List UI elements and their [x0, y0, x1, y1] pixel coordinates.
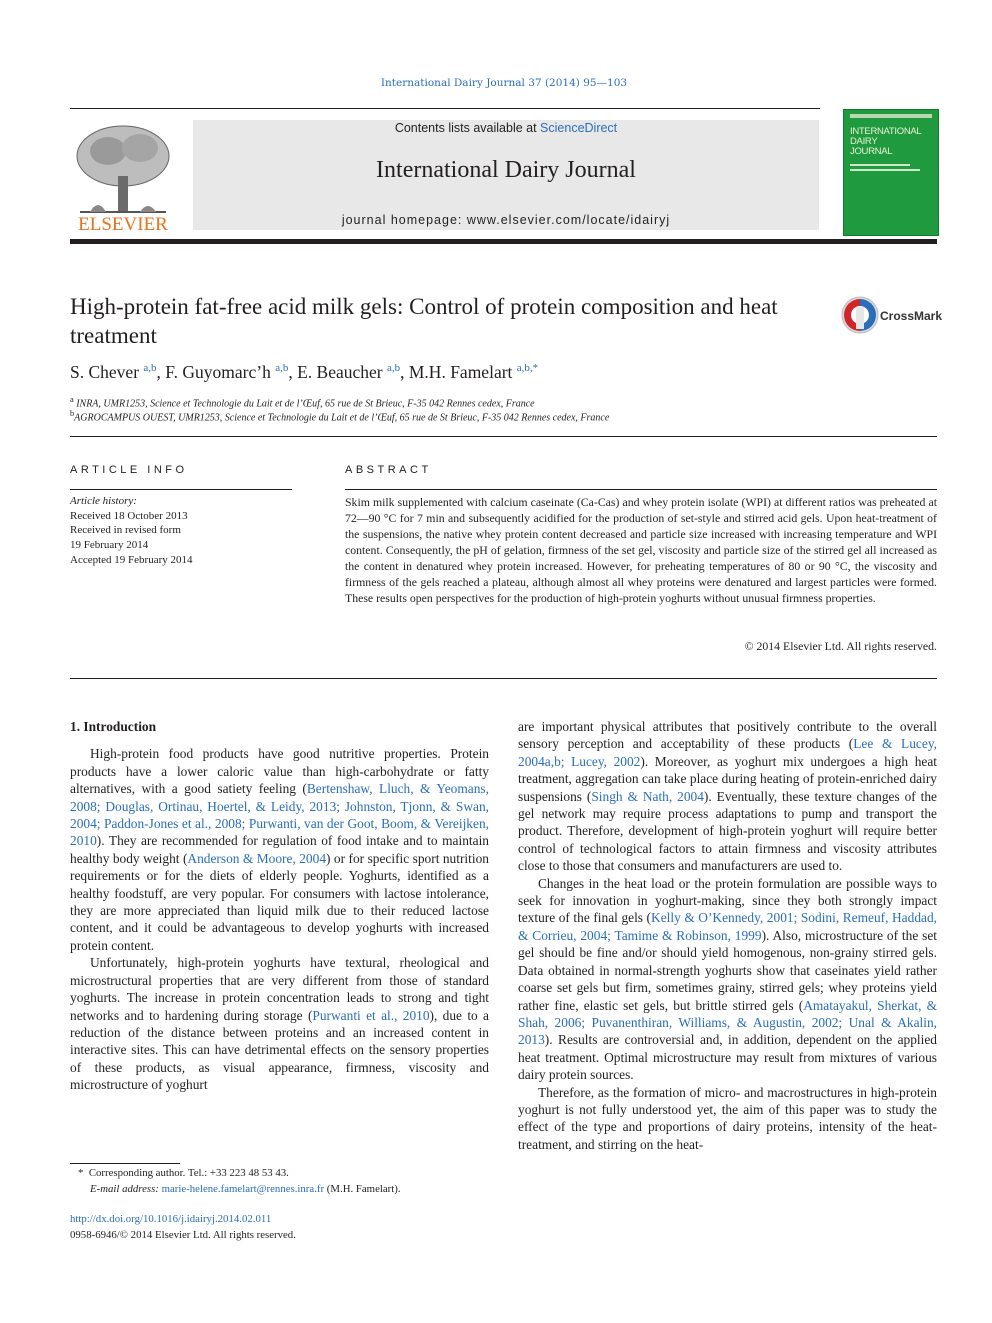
journal-reference[interactable]: International Dairy Journal 37 (2014) 95—103: [380, 77, 628, 89]
history-line: Accepted 19 February 2014: [70, 553, 193, 566]
citation-link[interactable]: Bertenshaw, Lluch, & Yeomans, 2008; Douglas, Ortinau, Hoertel, & Leidy, 2013; Johnston, Tjonn, & Swan, 2004; Paddon-Jones et al., 2008; Purwanti, van der Goot, Boom, & Vereijken, 2010: [70, 781, 489, 849]
text-run: ). Results are controversial and, in addition, dependent on the applied heat treatment. Optimal microstructure may result from mixtures of various dairy protein sources.: [518, 1032, 937, 1083]
paragraph: [518, 1084, 937, 1154]
paragraph: [70, 954, 489, 1093]
abstract-copyright: © 2014 Elsevier Ltd. All rights reserved.: [744, 639, 937, 653]
crossmark-label[interactable]: CrossMark: [880, 309, 943, 323]
text-run: are important physical attributes that positively contribute to the overall sensory perception and acceptability of these products (: [518, 719, 937, 752]
contents-line: [193, 121, 819, 135]
sciencedirect-link[interactable]: ScienceDirect: [540, 121, 618, 135]
paragraph: [70, 745, 489, 954]
paragraph: [518, 875, 937, 1084]
homepage-line: [193, 213, 819, 227]
journal-cover[interactable]: [843, 109, 939, 236]
header-thick-rule: [70, 239, 937, 244]
text-run: Changes in the heat load or the protein formulation are possible ways to seek for innovation in yoghurt-making, since they both strongly impact texture of the final gels (: [518, 875, 937, 926]
text-run: ). They are recommended for regulation of food intake and to maintain healthy body weight (: [70, 833, 489, 866]
footnote-rule: [70, 1163, 180, 1164]
author-name: E. Beaucher: [297, 362, 383, 382]
homepage-prefix: journal homepage:: [341, 213, 467, 227]
article-title: High-protein fat-free acid milk gels: Control of protein composition and heat treatment: [70, 294, 778, 348]
text-run: ). Eventually, these texture changes of the gel network may require process adaptations to pump and transport the product. Therefore, development of high-protein yoghurt will require better control of technological factors to attain firmness and viscosity attributes close to those that consumers and manufacturers are used to.: [518, 788, 937, 874]
affil-text: AGROCAMPUS OUEST, UMR1253, Science et Technologie du Lait et de l’Œuf, 65 rue de St Brieuc, F-35 042 Rennes cedex, France: [74, 412, 610, 424]
divider: [345, 489, 937, 490]
elsevier-logo[interactable]: [70, 116, 176, 236]
citation-link[interactable]: Anderson & Moore, 2004: [187, 850, 327, 866]
author-affil-sup[interactable]: a,b: [143, 362, 157, 375]
citation-link[interactable]: Lee & Lucey, 2004a,b; Lucey, 2002: [518, 736, 937, 769]
email-label: E-mail address:: [90, 1182, 159, 1195]
citation-link[interactable]: Purwanti et al., 2010: [312, 1007, 430, 1023]
citation-link[interactable]: Kelly & O’Kennedy, 2001; Sodini, Remeuf, Haddad, & Corrieu, 2004; Tamime & Robinson, 1999: [518, 910, 938, 943]
author-list: S. Chever $^{a,b}$, F. Guyomarc’h $^{a,b}$, E. Beaucher $^{a,b}$, M.H. Famelart $^{a,b,*}$: [70, 362, 539, 382]
text-run: Therefore, as the formation of micro- and macrostructures in high-protein yoghurt is not fully understood yet, the aim of this paper was to study the effect of the type and proportions of dairy proteins, intensity of the heat-treatment, and stirring on the heat-: [518, 1084, 937, 1152]
text-run: ). Also, microstructure of the set gel should be fine and/or should yield homogenous, non-grainy stirred gels. Data obtained in normal-strength yoghurts show that caseinates yield rather coarse set gels but firm, sometimes grainy, stirred gels; whey proteins yield rather fine, elastic set gels, but brittle stirred gels (: [518, 927, 937, 1013]
citation-link[interactable]: Amatayakul, Sherkat, & Shah, 2006; Puvanenthiran, Williams, & Augustin, 2002; Unal & Akalin, 2013: [518, 997, 937, 1048]
homepage-url[interactable]: www.elsevier.com/locate/idairyj: [466, 213, 671, 227]
article-info-heading: ARTICLE INFO: [70, 464, 188, 476]
cover-title-line: JOURNAL: [850, 146, 893, 157]
affiliation-b: [70, 409, 609, 423]
cover-title-line: DAIRY: [850, 136, 878, 147]
author-name: S. Chever: [70, 362, 140, 382]
author-name: M.H. Famelart: [408, 362, 513, 382]
divider: [70, 489, 292, 490]
section-heading: 1. Introduction: [70, 719, 157, 734]
history-line: Received 18 October 2013: [70, 509, 188, 522]
corresponding-text: Corresponding author. Tel.: +33 223 48 53 43.: [88, 1167, 289, 1179]
author-name: F. Guyomarc’h: [165, 362, 271, 382]
author-affil-sup[interactable]: a,b: [275, 362, 289, 375]
text-run: Unfortunately, high-protein yoghurts have textural, rheological and microstructural properties that are very different from those of standard yoghurts. The increase in protein concentration leads to strong and tight networks and to hardening during storage (: [70, 955, 489, 1023]
history-line: Received in revised form: [70, 524, 181, 537]
text-run: ) or for specific sport nutrition requirements or for the diets of elderly people. Yoghurts, identified as a healthy foodstuff, are very popular. For consumers with lactose intolerance, they are more appreciated than liquid milk due to their reduced lactose content, and it could be advantageous to develop yoghurts with increased protein content.: [70, 850, 489, 953]
divider: [70, 678, 937, 679]
article-history: [70, 494, 193, 568]
issn-line: 0958-6946/© 2014 Elsevier Ltd. All rights reserved.: [70, 1228, 296, 1241]
crossmark-icon[interactable]: [840, 295, 880, 335]
body-column-right: [518, 718, 937, 1153]
citation-link[interactable]: Singh & Nath, 2004: [591, 788, 704, 804]
contents-prefix: Contents lists available at: [394, 121, 541, 135]
doi-link[interactable]: http://dx.doi.org/10.1016/j.idairyj.2014.02.011: [70, 1213, 272, 1225]
body-column-left: [70, 718, 489, 1094]
cover-decoration: [850, 162, 930, 178]
corresponding-author: [70, 1166, 490, 1182]
header-rule: [70, 108, 820, 109]
doi-block: [70, 1212, 296, 1243]
text-run: High-protein food products have good nutritive properties. Protein products have a lower caloric value than high-carbohydrate or fatty alternatives, with a good satiety feeling (: [70, 746, 489, 797]
divider: [70, 436, 937, 437]
author-affil-sup[interactable]: a,b: [386, 362, 401, 375]
cover-title: [850, 127, 921, 157]
affil-marker: a: [70, 395, 74, 404]
email-suffix: (M.H. Famelart).: [326, 1182, 401, 1195]
affiliation-a: [70, 395, 535, 409]
text-run: ). Moreover, as yoghurt mix undergoes a high heat treatment, aggregation can take place during heating of protein-enriched dairy suspensions (: [518, 753, 937, 804]
author-affil-sup[interactable]: a,b,*: [516, 362, 539, 375]
email-line: [70, 1182, 490, 1198]
cover-top-strip: [850, 114, 932, 118]
elsevier-wordmark: ELSEVIER: [78, 214, 168, 235]
abstract-heading: ABSTRACT: [345, 464, 432, 476]
text-run: ), due to a reduction of the distance between proteins and an increased content in interactive sites. This can have detrimental effects on the sensory properties of these products, as visual appearance, firmness, viscosity and microstructure of yoghurt: [70, 1007, 489, 1093]
footnote: [70, 1166, 490, 1197]
abstract-text: Skim milk supplemented with calcium caseinate (Ca-Cas) and whey protein isolate (WPI) at different ratios was preheated at 72—90 °C for 7 min and subsequently acidified for the production of set-style and stirred acid gels. Upon heat-treatment of the suspensions, the native whey protein content decreased and particle size increased with increasing temperature and WPI content. Consequently, the pH of gelation, firmness of the set gel, viscosity and particle size of the stirred gel all increased as the content in denatured whey protein increased. However, for preheating temperatures of 80 or 90 °C, the viscosity and firmness of the gels reached a plateau, although almost all whey proteins were denatured and largest particles were formed. These results open perspectives for the production of high-protein yoghurts without unusual firmness properties.: [345, 495, 937, 605]
affil-marker: b: [70, 409, 75, 418]
history-label: Article history:: [70, 495, 137, 507]
footnote-marker: *: [78, 1167, 84, 1179]
paragraph: [518, 718, 937, 875]
affil-text: INRA, UMR1253, Science et Technologie du Lait et de l’Œuf, 65 rue de St Brieuc, F-35 042 Rennes cedex, France: [76, 398, 535, 410]
history-line: 19 February 2014: [70, 539, 149, 552]
email-link[interactable]: marie-helene.famelart@rennes.inra.fr: [161, 1182, 325, 1195]
cover-title-line: INTERNATIONAL: [850, 126, 922, 137]
journal-title: International Dairy Journal: [376, 157, 636, 183]
